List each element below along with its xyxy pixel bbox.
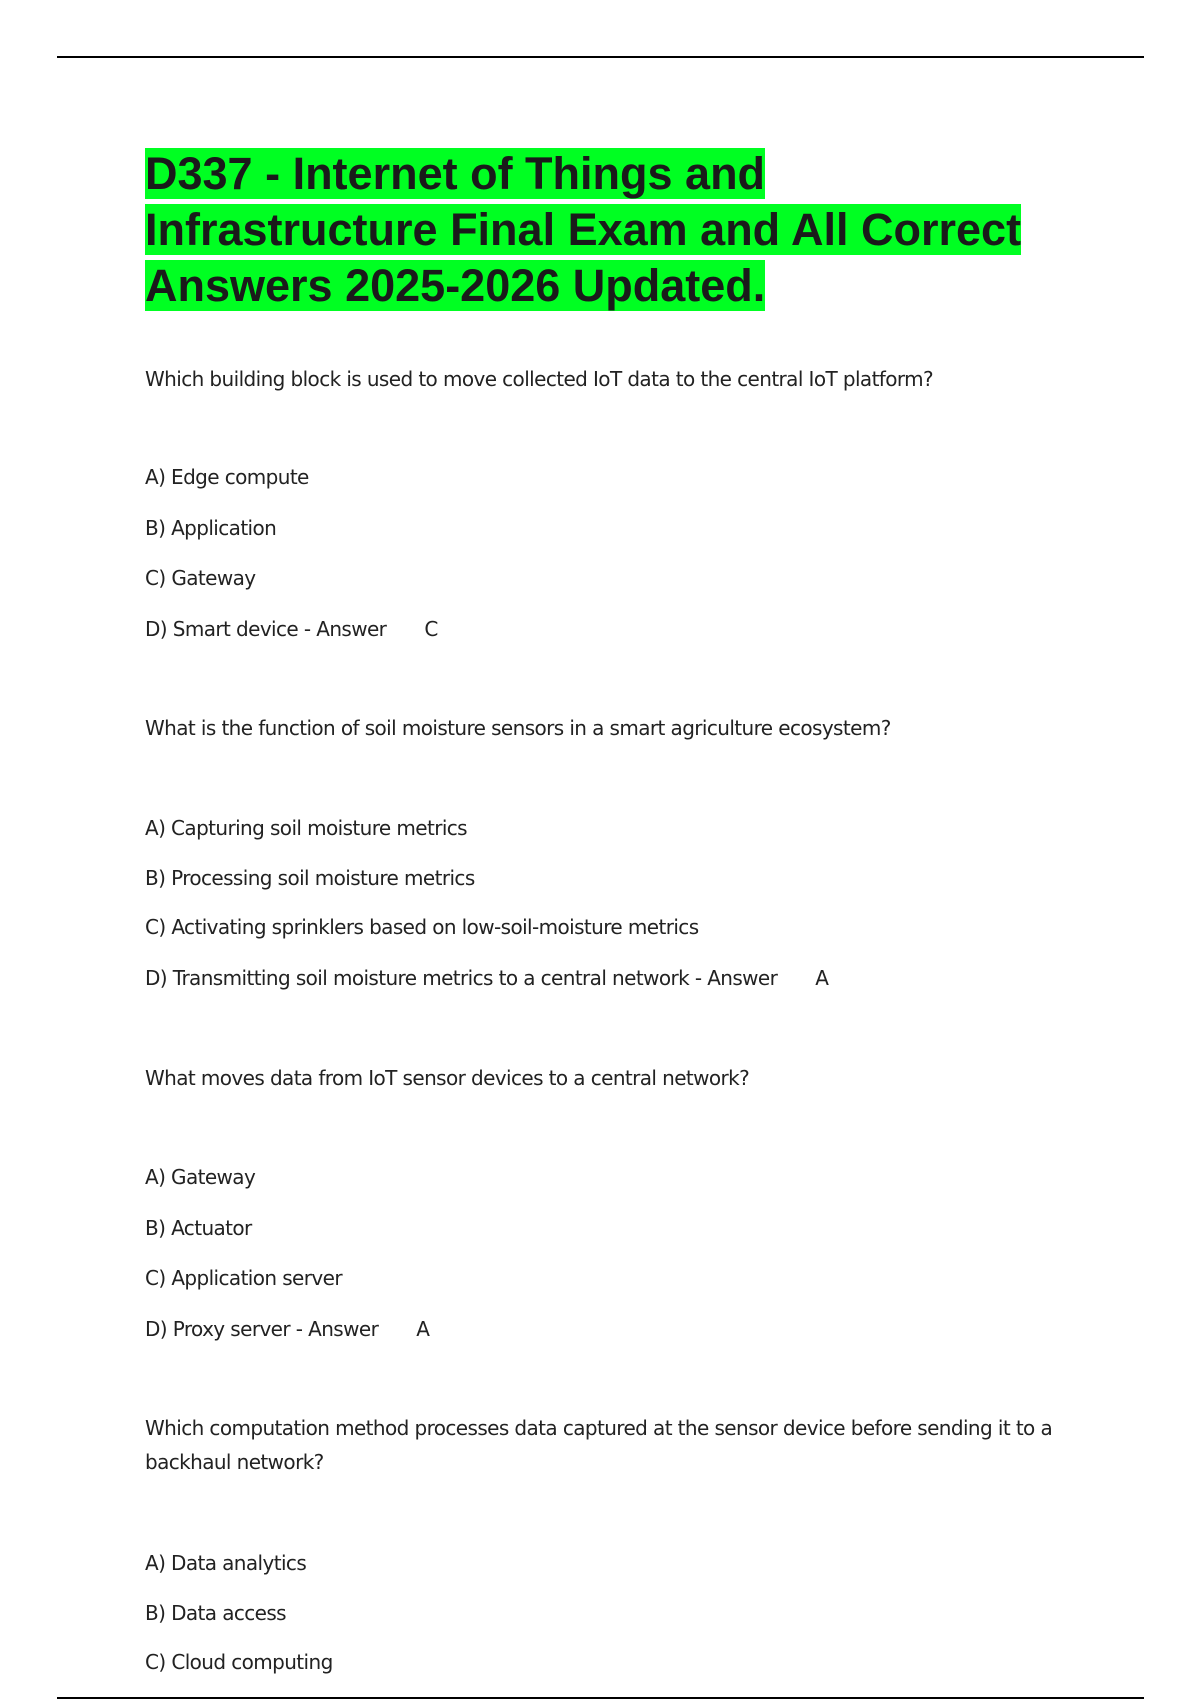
question-4-option-a: A) Data analytics: [145, 1551, 307, 1575]
question-2-option-a: A) Capturing soil moisture metrics: [145, 816, 467, 840]
question-4-text: Which computation method processes data captured at the sensor device before sending it to a backhaul network?: [145, 1416, 1053, 1474]
question-1-option-c: C) Gateway: [145, 566, 256, 590]
question-3-option-c: C) Application server: [145, 1266, 342, 1290]
document-title: [145, 146, 1045, 314]
question-2-answer: A: [815, 966, 829, 990]
question-4-option-c: C) Cloud computing: [145, 1650, 333, 1674]
question-3-option-d-text: D) Proxy server - Answer: [145, 1317, 379, 1341]
question-3-answer: A: [416, 1317, 430, 1341]
question-2-option-d-text: D) Transmitting soil moisture metrics to a central network - Answer: [145, 966, 778, 990]
question-3-text: What moves data from IoT sensor devices to a central network?: [145, 1066, 750, 1090]
question-3-option-b: B) Actuator: [145, 1216, 252, 1240]
question-4-option-b: B) Data access: [145, 1601, 286, 1625]
question-1-option-a: A) Edge compute: [145, 465, 309, 489]
question-2-option-c: C) Activating sprinklers based on low-soil-moisture metrics: [145, 915, 699, 939]
question-1-option-b: B) Application: [145, 516, 277, 540]
header-rule: [57, 56, 1144, 58]
footer-rule: [57, 1697, 1144, 1699]
question-2-option-d: [145, 964, 828, 992]
question-1-option-d-text: D) Smart device - Answer: [145, 617, 387, 641]
question-2-option-b: B) Processing soil moisture metrics: [145, 866, 475, 890]
title-highlight: D337 - Internet of Things and Infrastructure Final Exam and All Correct Answers 2025-2026 Updated.: [145, 148, 1022, 311]
question-2-text: What is the function of soil moisture sensors in a smart agriculture ecosystem?: [145, 716, 891, 740]
question-1-option-d: [145, 615, 438, 643]
question-1-answer: C: [424, 617, 438, 641]
question-3-option-a: A) Gateway: [145, 1165, 256, 1189]
question-3-option-d: [145, 1315, 429, 1343]
question-1-text: Which building block is used to move collected IoT data to the central IoT platform?: [145, 367, 934, 391]
